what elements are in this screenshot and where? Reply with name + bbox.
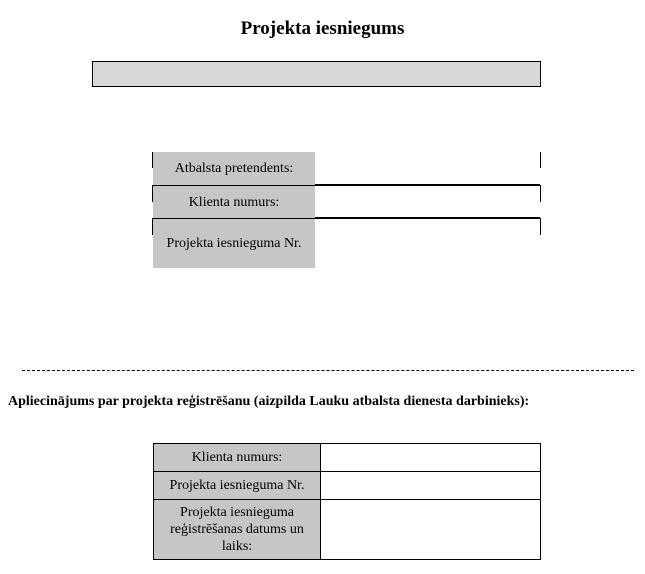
field-registresanas-datums[interactable] [321,500,541,560]
border-tick [152,186,153,202]
border-tick [540,186,541,202]
border-tick [152,152,153,168]
label-projekta-iesnieguma-nr: Projekta iesnieguma Nr. [153,219,315,268]
label-klienta-numurs: Klienta numurs: [153,186,315,218]
field-klienta-numurs[interactable] [315,186,540,218]
label-registresanas-datums: Projekta iesnieguma reģistrēšanas datums un laiks: [154,500,321,560]
row-divider [152,185,541,186]
table-row [154,472,541,500]
border-tick [540,219,541,235]
border-tick [152,219,153,235]
field-klienta-numurs-confirm[interactable] [321,444,541,472]
page-title: Projekta iesniegums [240,18,405,39]
border-tick [540,152,541,168]
label-atbalsta-pretendents: Atbalsta pretendents: [153,152,315,185]
cut-line-divider [22,370,634,371]
field-atbalsta-pretendents[interactable] [315,152,540,185]
table-row [154,444,541,472]
field-projekta-iesnieguma-nr-confirm[interactable] [321,472,541,500]
confirmation-heading: Apliecinājums par projekta reģistrēšanu (aizpilda Lauku atbalsta dienesta darbinieks): [8,394,530,409]
header-input-bar[interactable] [92,61,541,87]
row-divider [152,218,541,219]
table-row [154,500,541,560]
label-projekta-iesnieguma-nr-confirm: Projekta iesnieguma Nr. [154,472,321,500]
confirmation-table [153,443,541,560]
field-projekta-iesnieguma-nr[interactable] [315,219,540,237]
label-klienta-numurs-confirm: Klienta numurs: [154,444,321,472]
